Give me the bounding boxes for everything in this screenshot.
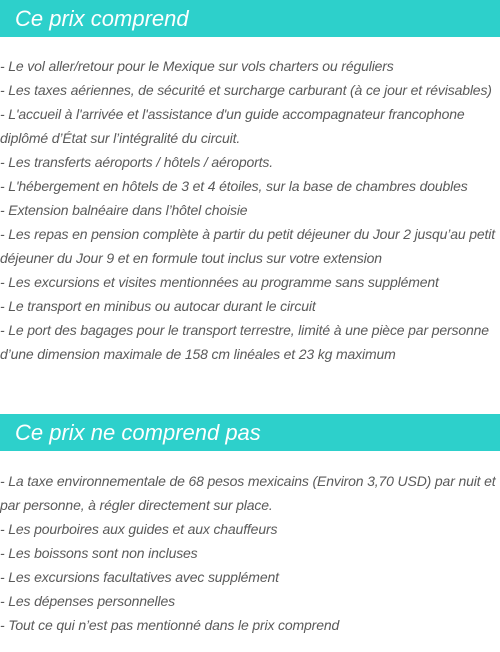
list-item: - Les pourboires aux guides et aux chauffeurs (0, 521, 278, 537)
list-item: - Le transport en minibus ou autocar durant le circuit (0, 298, 316, 314)
list-item: - L'accueil à l'arrivée et l'assistance d'un guide accompagnateur francophone diplômé d’État sur l’intégralité du circuit. (0, 106, 465, 146)
list-item: - Les excursions facultatives avec supplément (0, 569, 279, 585)
list-item: - Les taxes aériennes, de sécurité et surcharge carburant (à ce jour et révisables) (0, 82, 492, 98)
list-item: - Tout ce qui n’est pas mentionné dans le prix comprend (0, 617, 340, 633)
list-item: - Les dépenses personnelles (0, 593, 175, 609)
list-item: - Le vol aller/retour pour le Mexique sur vols charters ou réguliers (0, 58, 394, 74)
included-list (0, 54, 500, 366)
included-heading: Ce prix comprend (0, 0, 500, 37)
not-included-heading: Ce prix ne comprend pas (0, 414, 500, 451)
list-item: - La taxe environnementale de 68 pesos mexicains (Environ 3,70 USD) par nuit et par personne, à régler directement sur place. (0, 473, 496, 513)
not-included-section (0, 414, 500, 637)
list-item: - L'hébergement en hôtels de 3 et 4 étoiles, sur la base de chambres doubles (0, 178, 468, 194)
list-item: - Les excursions et visites mentionnées au programme sans supplément (0, 274, 439, 290)
not-included-list (0, 469, 500, 637)
list-item: - Les boissons sont non incluses (0, 545, 198, 561)
list-item: - Les transferts aéroports / hôtels / aéroports. (0, 154, 273, 170)
list-item: - Les repas en pension complète à partir du petit déjeuner du Jour 2 jusqu’au petit déjeuner du Jour 9 et en formule tout inclus sur votre extension (0, 226, 495, 266)
list-item: - Le port des bagages pour le transport terrestre, limité à une pièce par personne d’une dimension maximale de 158 cm linéales et 23 kg maximum (0, 322, 489, 362)
list-item: - Extension balnéaire dans l’hôtel choisie (0, 202, 248, 218)
